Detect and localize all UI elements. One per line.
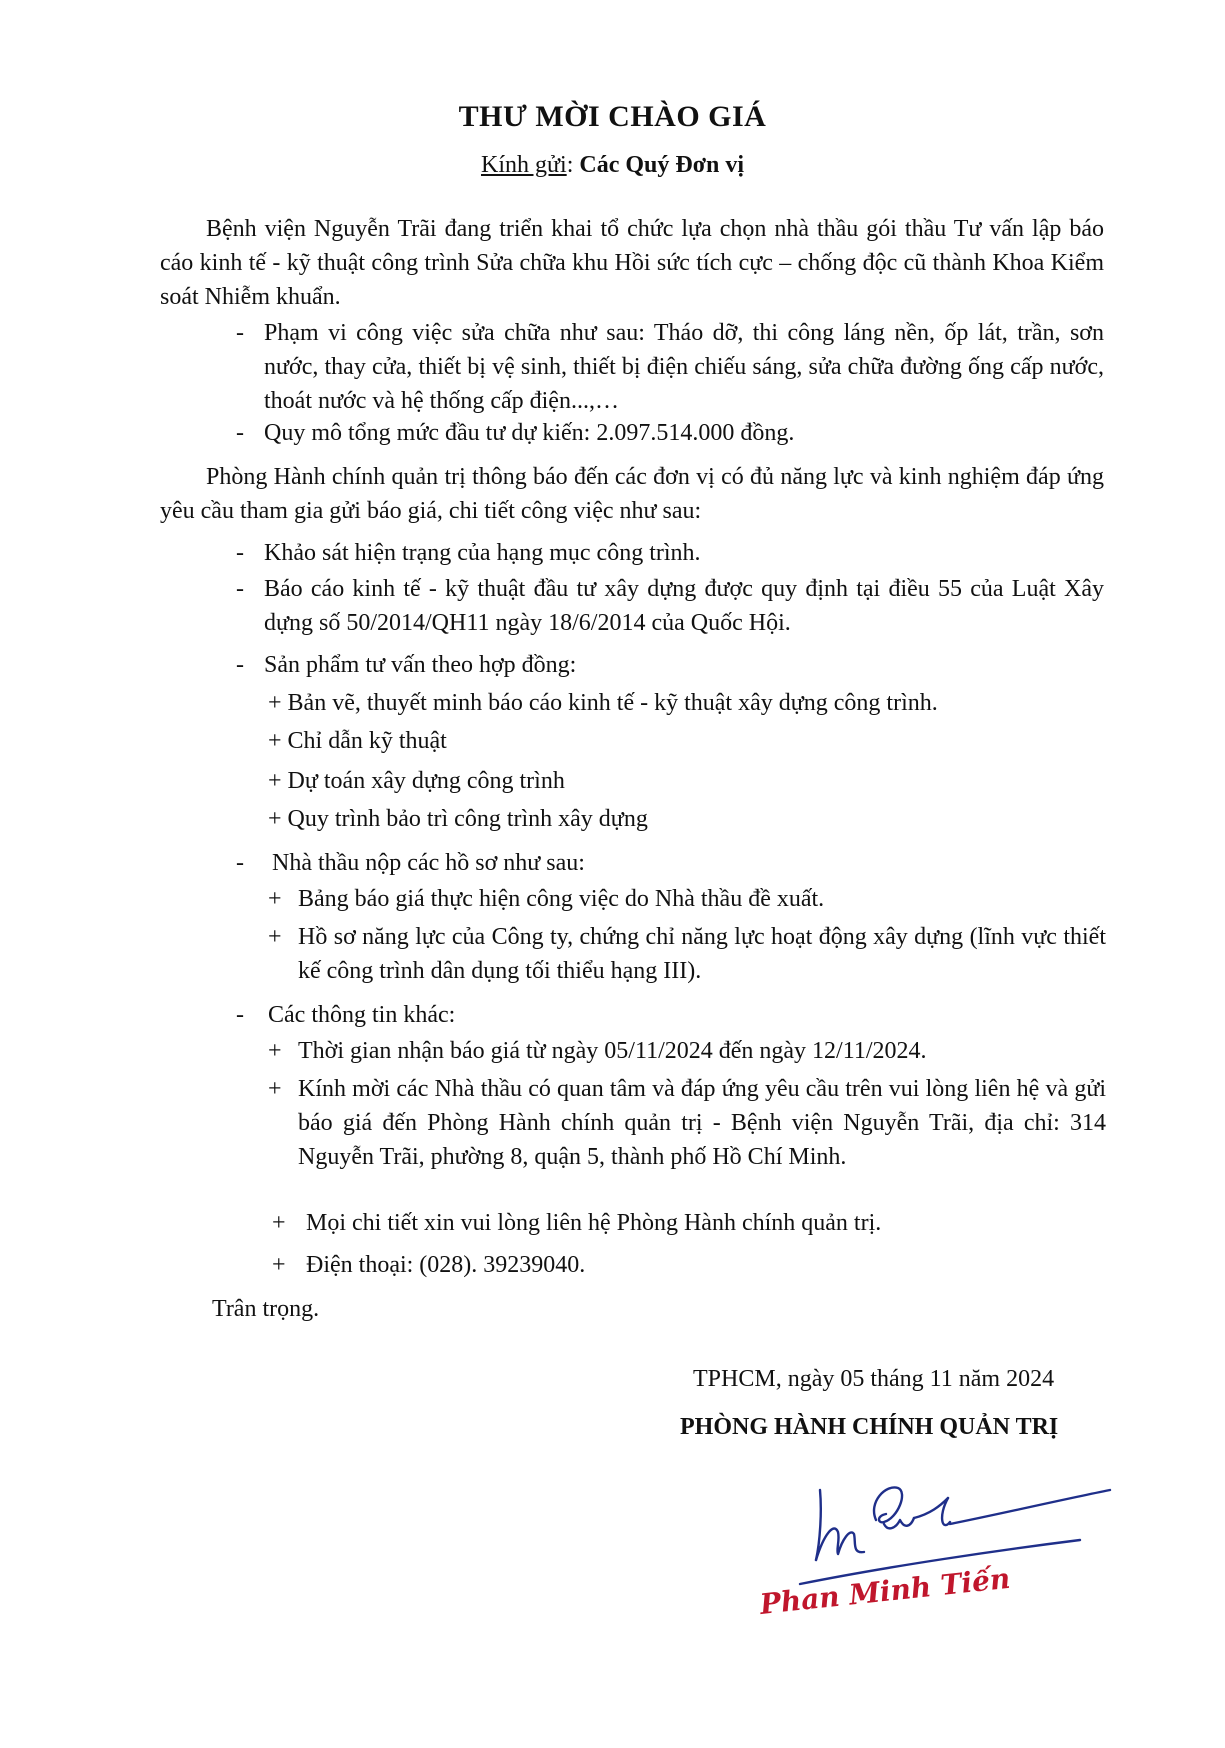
dash-marker: - (236, 1002, 244, 1028)
greeting-label: Kính gửi (481, 152, 567, 178)
place-date: TPHCM, ngày 05 tháng 11 năm 2024 (693, 1366, 1055, 1392)
dash-marker: - (236, 420, 244, 446)
scope-item-text: Phạm vi công việc sửa chữa như sau: Tháo dỡ, thi công láng nền, ốp lát, trần, sơn nước, thay cửa, thiết bị vệ sinh, thiết bị điện chiếu sáng, sửa chữa đường ống cấp nước, thoát nước và hệ thống cấp điện...,… (264, 320, 1104, 414)
work-item-text: Báo cáo kinh tế - kỹ thuật đầu tư xây dựng được quy định tại điều 55 của Luật Xây dựng số 50/2014/QH11 ngày 18/6/2014 của Quốc Hội. (264, 576, 1104, 636)
signer-name-stamp: Phan Minh Tiến (758, 1561, 1012, 1621)
dash-marker: - (236, 320, 244, 346)
other-item-text: Điện thoại: (028). 39239040. (306, 1252, 586, 1278)
other-item-text: Kính mời các Nhà thầu có quan tâm và đáp ứng yêu cầu trên vui lòng liên hệ và gửi báo giá đến Phòng Hành chính quản trị - Bệnh viện Nguyễn Trãi, địa chỉ: 314 Nguyễn Trãi, phường 8, quận 5, thành phố Hồ Chí Minh. (298, 1076, 1106, 1170)
submission-item-text: Hồ sơ năng lực của Công ty, chứng chỉ năng lực hoạt động xây dựng (lĩnh vực thiết kế công trình dân dụng tối thiểu hạng III). (298, 924, 1106, 984)
product-item: + Dự toán xây dựng công trình (268, 768, 565, 794)
document-title: THƯ MỜI CHÀO GIÁ (458, 100, 767, 133)
product-item: + Bản vẽ, thuyết minh báo cáo kinh tế - kỹ thuật xây dựng công trình. (268, 690, 938, 716)
plus-marker: + (268, 924, 282, 950)
plus-marker: + (272, 1252, 286, 1278)
scope-item-text: Quy mô tổng mức đầu tư dự kiến: 2.097.514.000 đồng. (264, 420, 795, 446)
announcement-paragraph: Phòng Hành chính quản trị thông báo đến các đơn vị có đủ năng lực và kinh nghiệm đáp ứng yêu cầu tham gia gửi báo giá, chi tiết công việc như sau: (160, 464, 1104, 524)
dash-marker: - (236, 652, 244, 678)
intro-paragraph: Bệnh viện Nguyễn Trãi đang triển khai tổ chức lựa chọn nhà thầu gói thầu Tư vấn lập báo cáo kinh tế - kỹ thuật công trình Sửa chữa khu Hồi sức tích cực – chống độc cũ thành Khoa Kiểm soát Nhiễm khuẩn. (160, 216, 1104, 310)
other-item-text: Mọi chi tiết xin vui lòng liên hệ Phòng Hành chính quản trị. (306, 1210, 882, 1236)
work-item-text: Sản phẩm tư vấn theo hợp đồng: (264, 652, 577, 678)
dash-marker: - (236, 576, 244, 602)
other-heading-text: Các thông tin khác: (268, 1002, 456, 1028)
dash-marker: - (236, 850, 244, 876)
plus-marker: + (268, 1038, 282, 1064)
closing-text: Trân trọng. (212, 1296, 320, 1322)
product-item: + Chỉ dẫn kỹ thuật (268, 728, 447, 754)
product-item: + Quy trình bảo trì công trình xây dựng (268, 806, 648, 832)
plus-marker: + (268, 1076, 282, 1102)
greeting-recipient: Các Quý Đơn vị (579, 152, 744, 178)
plus-marker: + (272, 1210, 286, 1236)
signing-department: PHÒNG HÀNH CHÍNH QUẢN TRỊ (680, 1414, 1059, 1440)
plus-marker: + (268, 886, 282, 912)
work-item-text: Khảo sát hiện trạng của hạng mục công trình. (264, 540, 701, 566)
greeting-line: Kính gửi: Các Quý Đơn vị (481, 152, 744, 178)
other-item-text: Thời gian nhận báo giá từ ngày 05/11/2024 đến ngày 12/11/2024. (298, 1038, 927, 1064)
submission-item-text: Bảng báo giá thực hiện công việc do Nhà thầu đề xuất. (298, 886, 825, 912)
dash-marker: - (236, 540, 244, 566)
submission-heading-text: Nhà thầu nộp các hồ sơ như sau: (272, 850, 585, 876)
